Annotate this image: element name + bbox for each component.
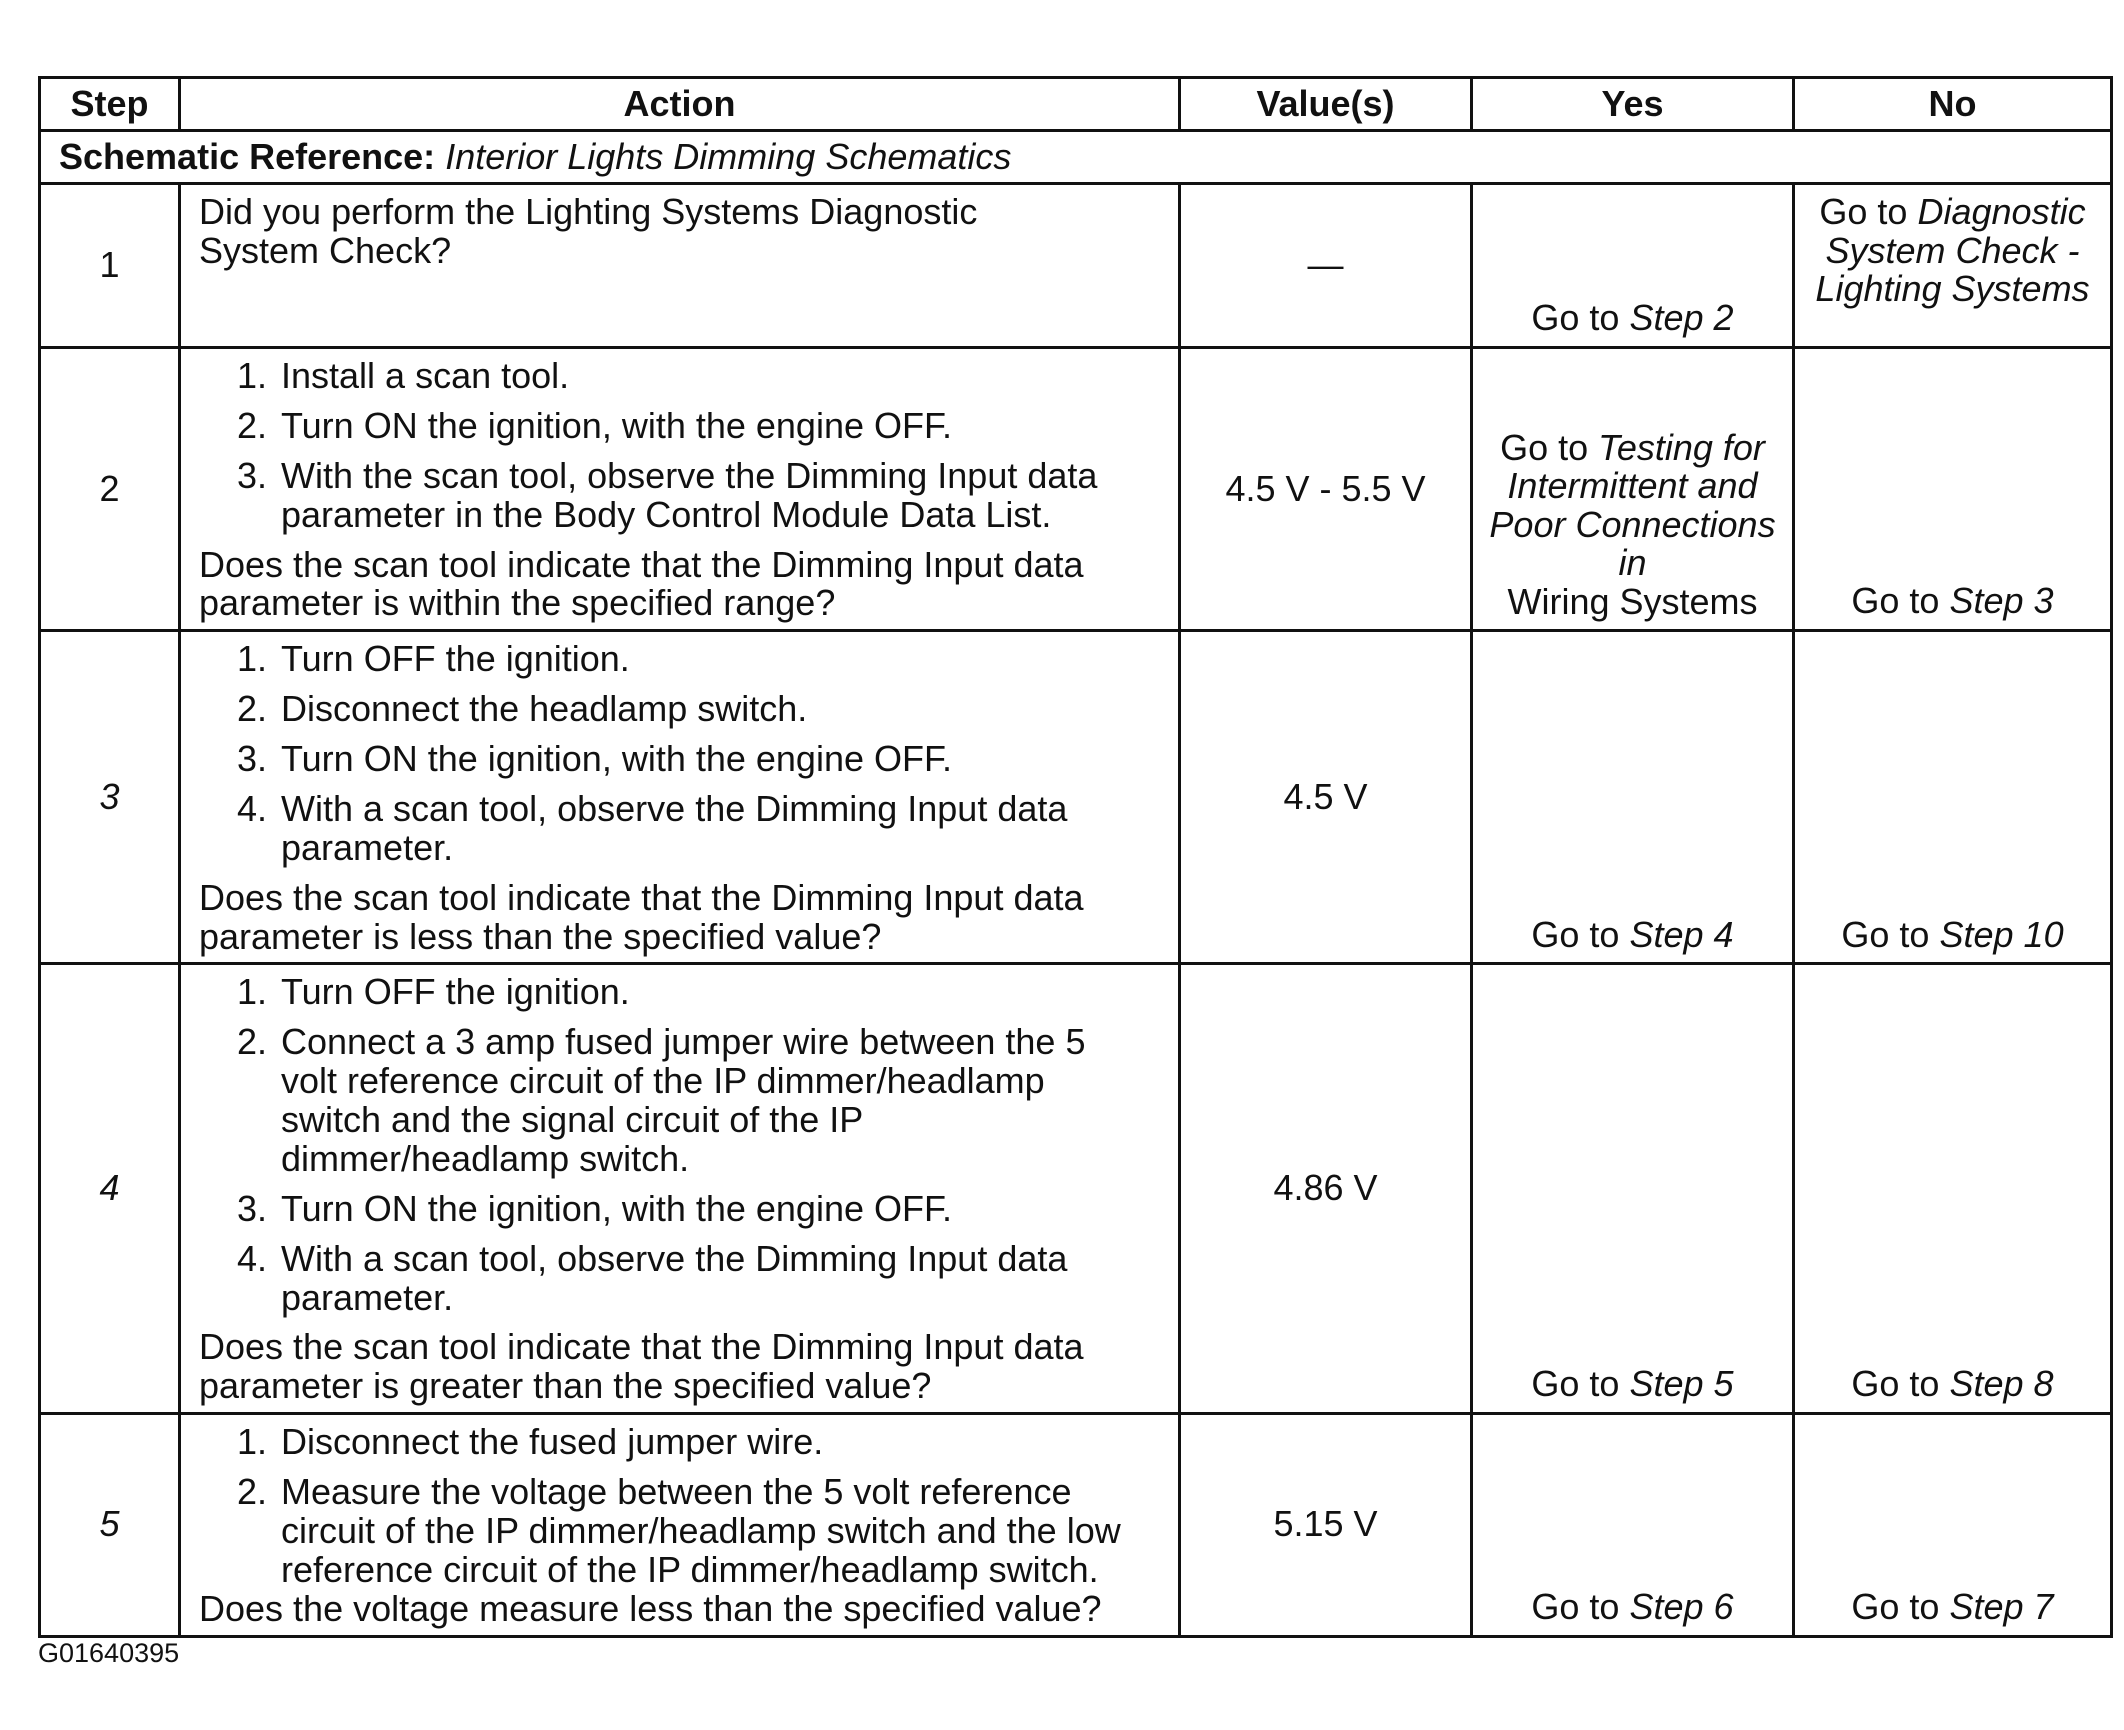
yes-goto-link[interactable]: Go to Testing for Intermittent and Poor Connections in Wiring Systems: [1489, 426, 1776, 622]
no-goto-link[interactable]: Step 10: [1939, 913, 2064, 955]
step-number: 1: [40, 184, 180, 348]
action-step-item: 1. Turn OFF the ignition.: [236, 971, 630, 1013]
action-steps-list: [199, 973, 1166, 1317]
action-step-item: 1. Install a scan tool.: [236, 355, 570, 396]
action-question: Does the voltage measure less than the specified value?: [199, 1587, 1102, 1629]
value-cell: —: [1180, 184, 1472, 348]
action-cell: [180, 184, 1180, 348]
action-cell: [180, 631, 1180, 964]
table-row-step-4: [40, 964, 2112, 1414]
yes-cell: [1472, 964, 1794, 1414]
action-question: Does the scan tool indicate that the Dimming Input data parameter is within the specified range?: [199, 543, 1084, 624]
yes-cell: [1472, 184, 1794, 348]
no-cell: [1794, 184, 2112, 348]
action-step-item: 1. Disconnect the fused jumper wire.: [236, 1421, 824, 1463]
action-steps-list: [199, 640, 1166, 867]
header-action: Action: [180, 78, 1180, 131]
table-row-step-2: [40, 348, 2112, 631]
no-goto-prefix: Go to: [1819, 191, 1908, 232]
no-goto-link[interactable]: Diagnostic System Check - Lighting Systems: [1815, 191, 2090, 310]
action-step-item: 2. Turn ON the ignition, with the engine OFF.: [236, 404, 952, 446]
schematic-reference: [40, 131, 2112, 184]
header-row: [40, 78, 2112, 131]
figure-id: G01640395: [38, 1638, 180, 1668]
no-cell: [1794, 1414, 2112, 1636]
table-row-step-3: [40, 631, 2112, 964]
action-step-item: 4. With a scan tool, observe the Dimming Input data parameter.: [236, 1237, 1068, 1318]
yes-cell: [1472, 1414, 1794, 1636]
action-step-item: 2. Measure the voltage between the 5 volt reference circuit of the IP dimmer/headlamp switch and the low reference circuit of the IP dimmer/headlamp switch.: [236, 1471, 1121, 1590]
action-step-item: 2. Disconnect the headlamp switch.: [236, 688, 808, 730]
diagnostic-table: [38, 76, 2113, 1638]
value-cell: 4.5 V: [1180, 631, 1472, 964]
schematic-reference-row: [40, 131, 2112, 184]
value-cell: 4.5 V - 5.5 V: [1180, 348, 1472, 631]
value-cell: 4.86 V: [1180, 964, 1472, 1414]
yes-goto-link[interactable]: Step 4: [1629, 913, 1734, 955]
yes-goto-prefix: Go to: [1531, 1585, 1620, 1627]
no-cell: [1794, 631, 2112, 964]
yes-goto-link[interactable]: Step 2: [1629, 297, 1734, 339]
no-goto-prefix: Go to: [1851, 1585, 1940, 1627]
action-text: Did you perform the Lighting Systems Diagnostic System Check?: [199, 191, 978, 271]
action-step-item: 2. Connect a 3 amp fused jumper wire between the 5 volt reference circuit of the IP dimmer/headlamp switch and the signal circuit of the IP dimmer/headlamp switch.: [236, 1021, 1086, 1179]
action-step-item: 1. Turn OFF the ignition.: [236, 638, 630, 680]
header-no: No: [1794, 78, 2112, 131]
yes-goto-prefix: Go to: [1531, 913, 1620, 955]
no-cell: [1794, 964, 2112, 1414]
no-cell: [1794, 348, 2112, 631]
no-goto-prefix: Go to: [1851, 1363, 1940, 1405]
no-goto-prefix: Go to: [1841, 913, 1930, 955]
no-goto-link[interactable]: Step 8: [1949, 1363, 2054, 1405]
header-yes: Yes: [1472, 78, 1794, 131]
yes-goto-link[interactable]: Step 6: [1629, 1585, 1734, 1627]
action-cell: [180, 964, 1180, 1414]
action-step-item: 4. With a scan tool, observe the Dimming Input data parameter.: [236, 787, 1068, 868]
step-number: 2: [40, 348, 180, 631]
no-goto-link[interactable]: Step 3: [1949, 580, 2054, 622]
action-step-item: 3. Turn ON the ignition, with the engine OFF.: [236, 1187, 952, 1229]
action-question: Does the scan tool indicate that the Dimming Input data parameter is greater than the specified value?: [199, 1326, 1084, 1407]
yes-goto-prefix: Go to: [1531, 297, 1620, 339]
value-cell: 5.15 V: [1180, 1414, 1472, 1636]
no-goto-prefix: Go to: [1851, 580, 1940, 622]
yes-goto-prefix: Go to: [1531, 1363, 1620, 1405]
header-values: Value(s): [1180, 78, 1472, 131]
step-number: 4: [40, 964, 180, 1414]
yes-goto-link[interactable]: Step 5: [1629, 1363, 1734, 1405]
action-question: Does the scan tool indicate that the Dimming Input data parameter is less than the specified value?: [199, 876, 1084, 957]
schematic-reference-link[interactable]: Interior Lights Dimming Schematics: [445, 135, 1012, 177]
table-row-step-1: [40, 184, 2112, 348]
header-step: Step: [40, 78, 180, 131]
action-steps-list: [199, 1423, 1166, 1590]
action-step-item: 3. With the scan tool, observe the Dimming Input data parameter in the Body Control Module Data List.: [236, 454, 1098, 535]
yes-cell: [1472, 631, 1794, 964]
action-cell: [180, 1414, 1180, 1636]
schematic-reference-label: Schematic Reference:: [59, 135, 436, 177]
step-number: 3: [40, 631, 180, 964]
action-step-item: 3. Turn ON the ignition, with the engine OFF.: [236, 738, 952, 779]
action-cell: [180, 348, 1180, 631]
action-steps-list: [199, 357, 1166, 535]
yes-cell: [1472, 348, 1794, 631]
no-goto-link[interactable]: Step 7: [1949, 1585, 2054, 1627]
step-number: 5: [40, 1414, 180, 1636]
table-row-step-5: [40, 1414, 2112, 1636]
